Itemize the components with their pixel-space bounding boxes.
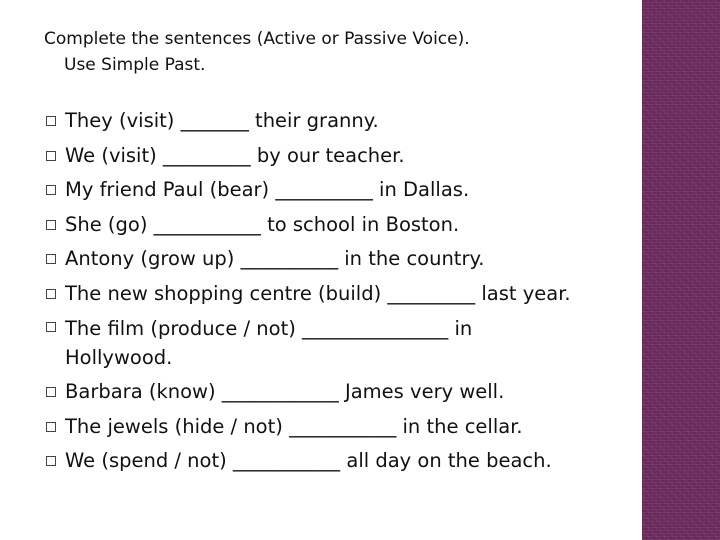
- sentence-list: [46, 104, 646, 479]
- sentence-text: The new shopping centre (build) _________ last year.: [65, 281, 571, 305]
- sentence-text: My friend Paul (bear) __________ in Dallas.: [65, 178, 470, 201]
- checkbox-bullet-icon: [46, 422, 56, 432]
- instructions-line-2: Use Simple Past.: [64, 55, 206, 75]
- checkbox-bullet-icon: [46, 387, 56, 397]
- list-item: [46, 104, 646, 139]
- sentence-text: The film (produce / not) _______________ in Hollywood.: [65, 317, 473, 369]
- list-item: [46, 173, 646, 208]
- list-item: [46, 139, 646, 174]
- checkbox-bullet-icon: [46, 254, 56, 264]
- sentence-text: Barbara (know) ____________ James very well.: [65, 380, 505, 403]
- list-item: [46, 242, 646, 277]
- checkbox-bullet-icon: [46, 116, 56, 126]
- exercise-instructions: [44, 26, 624, 78]
- checkbox-bullet-icon: [46, 289, 56, 299]
- sentence-text: Antony (grow up) __________ in the country.: [65, 247, 485, 270]
- sentence-text: We (visit) _________ by our teacher.: [65, 143, 405, 167]
- checkbox-bullet-icon: [46, 322, 56, 332]
- list-item: [46, 375, 646, 410]
- decorative-side-band: [642, 0, 720, 540]
- list-item: [46, 444, 646, 479]
- checkbox-bullet-icon: [46, 220, 56, 230]
- list-item: [46, 410, 646, 445]
- list-item: [46, 277, 646, 312]
- checkbox-bullet-icon: [46, 456, 56, 466]
- sentence-text: They (visit) _______ their granny.: [65, 109, 379, 132]
- sentence-text: She (go) ___________ to school in Boston.: [65, 212, 460, 236]
- sentence-text: We (spend / not) ___________ all day on the beach.: [65, 449, 552, 472]
- checkbox-bullet-icon: [46, 151, 56, 161]
- list-item: [46, 208, 646, 243]
- sentence-text: The jewels (hide / not) ___________ in the cellar.: [65, 414, 523, 438]
- list-item: [46, 311, 585, 375]
- instructions-line-1: Complete the sentences (Active or Passive Voice).: [44, 29, 470, 49]
- checkbox-bullet-icon: [46, 185, 56, 195]
